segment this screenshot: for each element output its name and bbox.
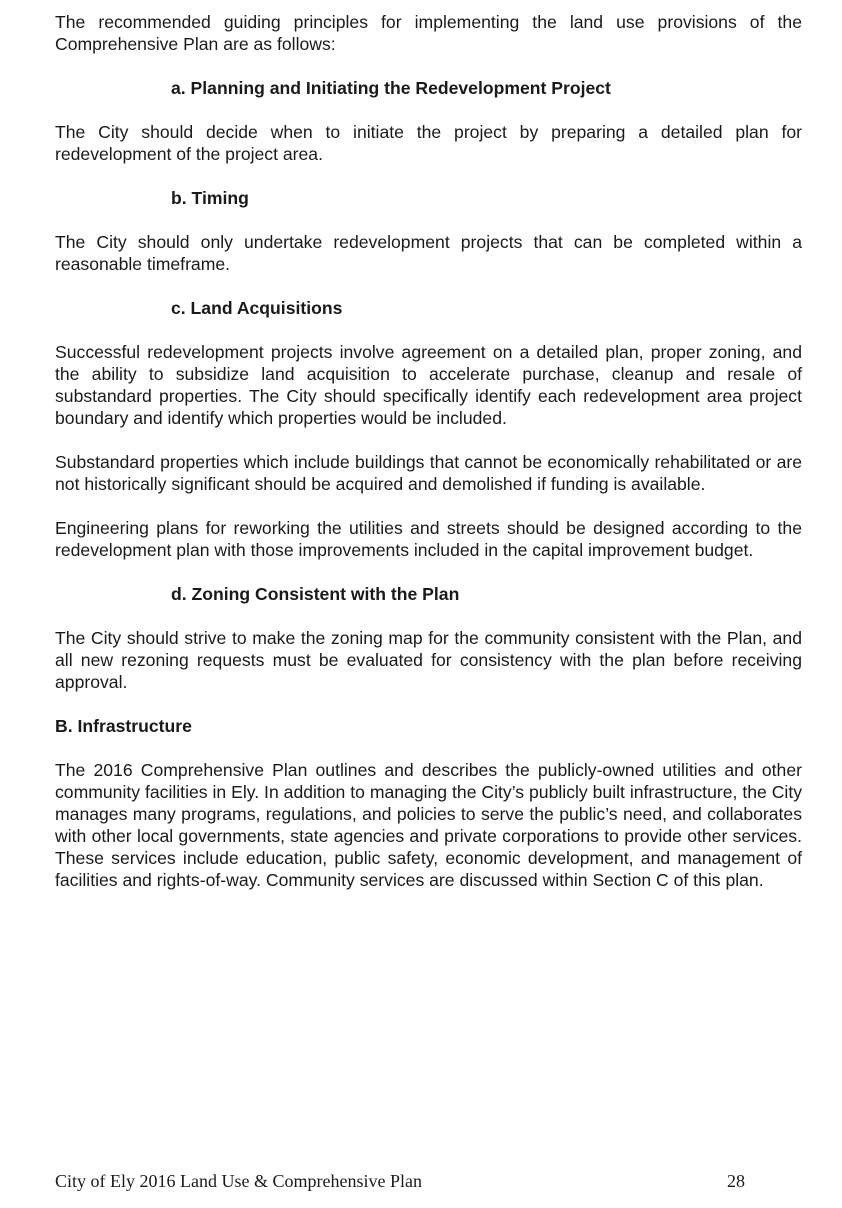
section-heading-infrastructure: B. Infrastructure	[55, 716, 192, 736]
subheading-zoning-consistent: d. Zoning Consistent with the Plan	[171, 584, 460, 604]
paragraph-planning-initiating: The City should decide when to initiate the project by preparing a detailed plan for redevelopment of the project area.	[55, 122, 802, 164]
paragraph-land-acquisitions-2: Substandard properties which include buildings that cannot be economically rehabilitated or are not historically significant should be acquired and demolished if funding is available.	[55, 452, 802, 494]
subheading-planning-initiating: a. Planning and Initiating the Redevelopment Project	[171, 78, 611, 98]
paragraph-land-acquisitions-1: Successful redevelopment projects involve agreement on a detailed plan, proper zoning, and the ability to subsidize land acquisition to accelerate purchase, cleanup and resale of substandard properties. The City should specifically identify each redevelopment area project boundary and identify which properties would be included.	[55, 342, 802, 428]
intro-paragraph: The recommended guiding principles for implementing the land use provisions of the Comprehensive Plan are as follows:	[55, 12, 802, 54]
paragraph-land-acquisitions-3: Engineering plans for reworking the utilities and streets should be designed according to the redevelopment plan with those improvements included in the capital improvement budget.	[55, 518, 802, 560]
paragraph-zoning-consistent: The City should strive to make the zoning map for the community consistent with the Plan, and all new rezoning requests must be evaluated for consistency with the plan before receiving approval.	[55, 628, 802, 692]
paragraph-timing: The City should only undertake redevelopment projects that can be completed within a reasonable timeframe.	[55, 232, 802, 274]
footer-page-number: 28	[727, 1171, 745, 1191]
footer-document-title: City of Ely 2016 Land Use & Comprehensive Plan	[55, 1171, 422, 1191]
document-body	[55, 11, 802, 913]
paragraph-infrastructure: The 2016 Comprehensive Plan outlines and describes the publicly-owned utilities and other community facilities in Ely. In addition to managing the City’s publicly built infrastructure, the City manages many programs, regulations, and policies to serve the public’s need, and collaborates with other local governments, state agencies and private corporations to provide other services. These services include education, public safety, economic development, and management of facilities and rights-of-way. Community services are discussed within Section C of this plan.	[55, 760, 802, 890]
subheading-land-acquisitions: c. Land Acquisitions	[171, 298, 343, 318]
subheading-timing: b. Timing	[171, 188, 249, 208]
